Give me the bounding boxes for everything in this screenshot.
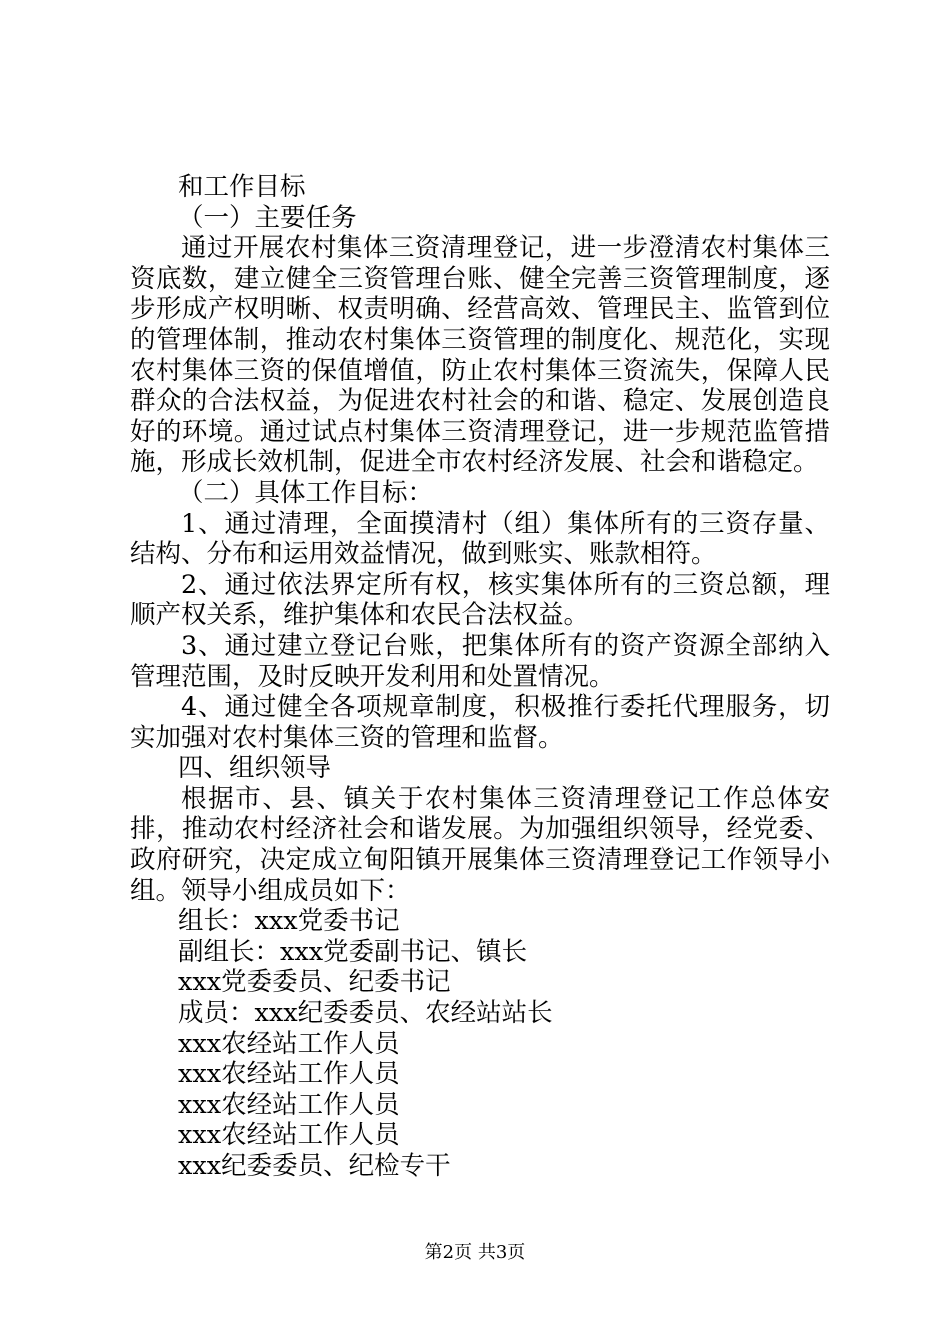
member-line: xxx农经站工作人员: [178, 1120, 400, 1151]
paragraph: 根据市、县、镇关于农村集体三资清理登记工作总体安排，推动农村经济社会和谐发展。为加强组织领导，经党委、政府研究，决定成立甸阳镇开展集体三资清理登记工作领导小组。领导小组成员如下：: [130, 783, 830, 906]
member-line: 副组长：xxx党委副书记、镇长: [178, 936, 528, 967]
paragraph: 3、通过建立登记台账，把集体所有的资产资源全部纳入管理范围，及时反映开发利用和处置情况。: [130, 630, 830, 692]
page-number: 第2页 共3页: [424, 1242, 526, 1263]
paragraph: 2、通过依法界定所有权，核实集体所有的三资总额，理顺产权关系，维护集体和农民合法权益。: [130, 569, 830, 631]
section-heading: （一）主要任务: [178, 202, 357, 233]
section-heading: （二）具体工作目标：: [178, 477, 434, 508]
member-line: xxx纪委委员、纪检专干: [178, 1151, 451, 1181]
section-heading: 四、组织领导: [178, 753, 332, 784]
member-line: 成员：xxx纪委委员、农经站站长: [178, 998, 553, 1029]
member-line: xxx农经站工作人员: [178, 1059, 400, 1090]
paragraph: 通过开展农村集体三资清理登记，进一步澄清农村集体三资底数，建立健全三资管理台账、健全完善三资管理制度，逐步形成产权明晰、权责明确、经营高效、管理民主、监管到位的管理体制，推动农村集体三资管理的制度化、规范化，实现农村集体三资的保值增值，防止农村集体三资流失，保障人民群众的合法权益，为促进农村社会的和谐、稳定、发展创造良好的环境。通过试点村集体三资清理登记，进一步规范监管措施，形成长效机制，促进全市农村经济发展、社会和谐稳定。: [130, 233, 830, 478]
document-body: [130, 172, 830, 1182]
member-line: 组长：xxx党委书记: [178, 906, 400, 937]
paragraph: 4、通过健全各项规章制度，积极推行委托代理服务，切实加强对农村集体三资的管理和监督。: [130, 692, 830, 753]
member-line: xxx党委委员、纪委书记: [178, 967, 451, 998]
page-footer: [0, 1242, 950, 1264]
text-line: 和工作目标: [178, 172, 306, 202]
member-line: xxx农经站工作人员: [178, 1089, 400, 1120]
member-line: xxx农经站工作人员: [178, 1028, 400, 1059]
paragraph: 1、通过清理，全面摸清村（组）集体所有的三资存量、结构、分布和运用效益情况，做到账实、账款相符。: [130, 508, 830, 570]
